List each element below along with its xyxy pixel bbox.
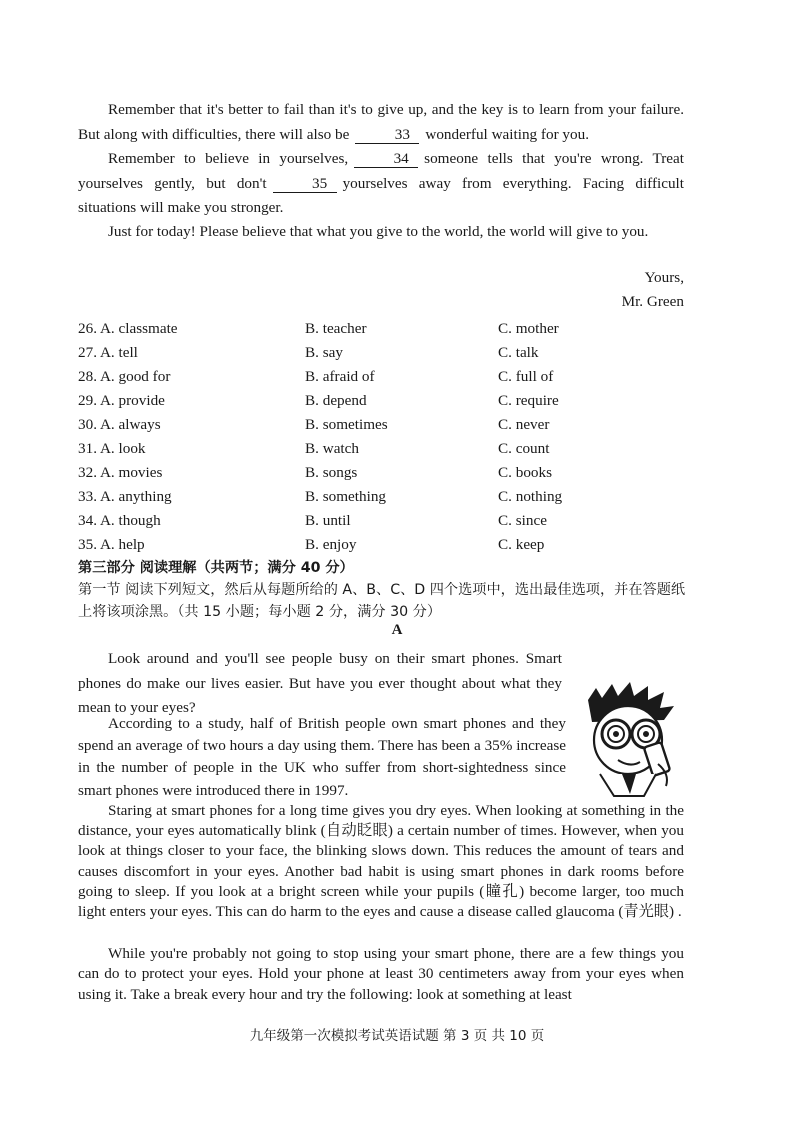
option-c: C. since (498, 512, 547, 529)
option-b: B. sometimes (305, 416, 388, 433)
passage-paragraph: Staring at smart phones for a long time gives you dry eyes. When looking at something in the distance, your eyes automatically blink (自动眨眼) a certain number of times. However, when you look at things closer to your face, the blinking slows down. This reduces the amount of tears and causes discomfort in your eyes. Another bad habit is using smart phones in dark rooms before going to sleep. If you look at a bright screen while your pupils (瞳孔) become larger, too much light enters your eyes. This can do harm to the eyes and cause a disease called glaucoma (青光眼) . (78, 802, 684, 921)
option-row (78, 320, 684, 344)
option-row (78, 488, 684, 512)
passage-paragraph (78, 98, 684, 147)
option-c: C. mother (498, 320, 559, 337)
blank-34: 34 (354, 150, 418, 168)
paragraph-text: Remember to believe in yourselves, (108, 150, 349, 167)
blank-35: 35 (273, 175, 337, 193)
option-b: B. watch (305, 440, 359, 457)
option-c: C. keep (498, 536, 545, 553)
option-a: 34. A. though (78, 512, 161, 529)
option-a: 33. A. anything (78, 488, 172, 505)
option-a: 30. A. always (78, 416, 161, 433)
option-c: C. never (498, 416, 550, 433)
option-a: 26. A. classmate (78, 320, 178, 337)
option-row (78, 344, 684, 368)
option-c: C. require (498, 392, 559, 409)
option-row (78, 512, 684, 536)
signoff-yours: Yours, (644, 269, 684, 286)
option-a: 27. A. tell (78, 344, 138, 361)
passage-paragraph (78, 147, 684, 221)
option-row (78, 416, 684, 440)
option-c: C. nothing (498, 488, 563, 505)
passage-paragraph: Look around and you'll see people busy on their smart phones. Smart phones do make our lives easier. But have you ever thought about what they mean to your eyes? (78, 650, 562, 717)
option-row (78, 368, 684, 392)
option-b: B. teacher (305, 320, 367, 337)
option-b: B. something (305, 488, 387, 505)
option-c: C. books (498, 464, 553, 481)
paragraph-text: someone tells that you're wrong. Treat yourselves gently, but don't (78, 150, 685, 192)
option-b: B. afraid of (305, 368, 375, 385)
option-a: 31. A. look (78, 440, 146, 457)
option-row (78, 440, 684, 464)
option-a: 29. A. provide (78, 392, 165, 409)
option-c: C. count (498, 440, 550, 457)
option-b: B. songs (305, 464, 358, 481)
option-c: C. full of (498, 368, 554, 385)
option-a: 35. A. help (78, 536, 145, 553)
paragraph-text: wonderful waiting for you. (425, 125, 590, 143)
option-c: C. talk (498, 344, 539, 361)
passage-paragraph: Just for today! Please believe that what you give to the world, the world will give to you. (108, 223, 649, 240)
paragraph-text: yourselves away from everything. Facing difficult situations will make you stronger. (78, 174, 684, 217)
section-title: 第三部分 阅读理解（共两节；满分 40 分） (78, 560, 354, 576)
option-b: B. enjoy (305, 536, 357, 553)
page-footer: 九年级第一次模拟考试英语试题 第 3 页 共 10 页 (249, 1028, 545, 1044)
option-b: B. say (305, 344, 343, 361)
passage-letter: A (391, 622, 403, 638)
option-a: 32. A. movies (78, 464, 163, 481)
option-b: B. until (305, 512, 351, 529)
passage-paragraph: While you're probably not going to stop using your smart phone, there are a few things you can do to protect your eyes. Hold your phone at least 30 centimeters away from your eyes when using it. Take a break every hour and try the following: look at something at least (78, 945, 684, 1003)
blank-33: 33 (355, 126, 419, 144)
section-instruction: 第一节 阅读下列短文，然后从每题所给的 A、B、C、D 四个选项中，选出最佳选项，并在答题纸上将该项涂黑。（共 15 小题；每小题 2 分，满分 30 分） (78, 582, 686, 620)
option-b: B. depend (305, 392, 367, 409)
paragraph-text: Remember that it's better to fail than it's to give up, and the key is to learn from your failure. But along with difficulties, there will also be (78, 101, 684, 143)
option-a: 28. A. good for (78, 368, 171, 385)
cartoon-illustration (574, 682, 690, 798)
option-row (78, 464, 684, 488)
signoff-name: Mr. Green (621, 293, 684, 310)
option-row (78, 392, 684, 416)
passage-paragraph: According to a study, half of British people own smart phones and they spend an average of two hours a day using them. There has been a 35% increase in the number of people in the UK who suffer from short-sightedness since smart phones were introduced there in 1997. (78, 715, 566, 799)
